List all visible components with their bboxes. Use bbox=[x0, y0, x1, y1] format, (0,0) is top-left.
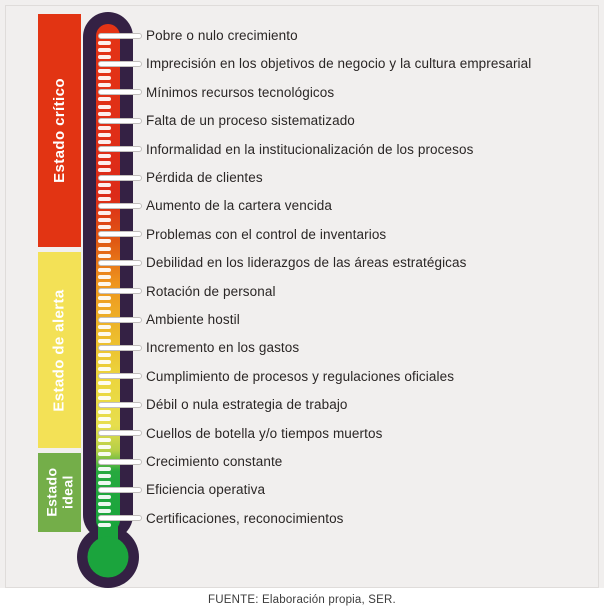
tick-short bbox=[98, 396, 111, 400]
tick-short bbox=[98, 481, 111, 485]
item-label: Debilidad en los liderazgos de las áreas estratégicas bbox=[146, 255, 467, 271]
connector-line bbox=[98, 317, 142, 323]
connector-line bbox=[98, 288, 142, 294]
tick-short bbox=[98, 381, 111, 385]
connector-line bbox=[98, 402, 142, 408]
tick-short bbox=[98, 438, 111, 442]
connector-line bbox=[98, 175, 142, 181]
item-label: Mínimos recursos tecnológicos bbox=[146, 84, 335, 100]
connector-line bbox=[98, 430, 142, 436]
tick-short bbox=[98, 303, 111, 307]
connector-line bbox=[98, 260, 142, 266]
connector-line bbox=[98, 515, 142, 521]
tick-short bbox=[98, 424, 111, 428]
tick-short bbox=[98, 360, 111, 364]
tick-short bbox=[98, 325, 111, 329]
item-label: Eficiencia operativa bbox=[146, 482, 266, 498]
connector-line bbox=[98, 33, 142, 39]
tick-short bbox=[98, 353, 111, 357]
tick-short bbox=[98, 183, 111, 187]
tick-short bbox=[98, 126, 111, 130]
tick-short bbox=[98, 133, 111, 137]
thermometer-bulb bbox=[88, 537, 129, 578]
tick-short bbox=[98, 76, 111, 80]
connector-line bbox=[98, 61, 142, 67]
item-label: Crecimiento constante bbox=[146, 454, 283, 469]
item-label: Ambiente hostil bbox=[146, 312, 240, 327]
tick-short bbox=[98, 310, 111, 314]
item-label: Incremento en los gastos bbox=[146, 340, 300, 356]
tick-short bbox=[98, 211, 111, 215]
tick-short bbox=[98, 154, 111, 158]
zone-estado-critico-label: Estado crítico bbox=[51, 78, 69, 183]
connector-line bbox=[98, 459, 142, 465]
tick-short bbox=[98, 161, 111, 165]
tick-short bbox=[98, 332, 111, 336]
item-label: Rotación de personal bbox=[146, 283, 276, 299]
tick-short bbox=[98, 495, 111, 499]
tick-short bbox=[98, 218, 111, 222]
tick-short bbox=[98, 112, 111, 116]
connector-line bbox=[98, 146, 142, 152]
zone-estado-alerta-label: Estado de alerta bbox=[51, 288, 68, 412]
item-label: Certificaciones, reconocimientos bbox=[146, 510, 344, 526]
tick-short bbox=[98, 48, 111, 52]
connector-line bbox=[98, 203, 142, 209]
tick-short bbox=[98, 55, 111, 59]
tick-short bbox=[98, 140, 111, 144]
connector-line bbox=[98, 231, 142, 237]
tick-short bbox=[98, 474, 111, 478]
item-label: Cuellos de botella y/o tiempos muertos bbox=[146, 425, 383, 441]
connector-line bbox=[98, 89, 142, 95]
tick-short bbox=[98, 367, 111, 371]
tick-short bbox=[98, 445, 111, 449]
connector-line bbox=[98, 487, 142, 493]
tick-short bbox=[98, 452, 111, 456]
item-label: Pobre o nulo crecimiento bbox=[146, 28, 298, 43]
tick-short bbox=[98, 509, 111, 513]
connector-line bbox=[98, 345, 142, 351]
tick-short bbox=[98, 190, 111, 194]
tick-short bbox=[98, 282, 111, 286]
item-label: Aumento de la cartera vencida bbox=[146, 198, 333, 214]
zone-estado-ideal-label: Estado ideal bbox=[43, 467, 76, 518]
tick-short bbox=[98, 168, 111, 172]
tick-short bbox=[98, 502, 111, 506]
tick-short bbox=[98, 105, 111, 109]
tick-short bbox=[98, 268, 111, 272]
item-label: Problemas con el control de inventarios bbox=[146, 226, 387, 242]
connector-line bbox=[98, 118, 142, 124]
item-label: Informalidad en la institucionalización de los procesos bbox=[146, 141, 474, 157]
tick-short bbox=[98, 97, 111, 101]
item-label: Imprecisión en los objetivos de negocio y la cultura empresarial bbox=[146, 56, 532, 72]
tick-short bbox=[98, 239, 111, 243]
tick-short bbox=[98, 275, 111, 279]
tick-short bbox=[98, 197, 111, 201]
source-caption: FUENTE: Elaboración propia, SER. bbox=[208, 594, 396, 606]
connector-line bbox=[98, 373, 142, 379]
tick-short bbox=[98, 247, 111, 251]
item-label: Cumplimiento de procesos y regulaciones oficiales bbox=[146, 368, 455, 384]
item-label: Pérdida de clientes bbox=[146, 170, 263, 185]
item-label: Falta de un proceso sistematizado bbox=[146, 113, 355, 129]
tick-short bbox=[98, 389, 111, 393]
tick-short bbox=[98, 467, 111, 471]
tick-short bbox=[98, 339, 111, 343]
tick-short bbox=[98, 254, 111, 258]
tick-short bbox=[98, 41, 111, 45]
item-label: Débil o nula estrategia de trabajo bbox=[146, 397, 348, 413]
tick-short bbox=[98, 225, 111, 229]
tick-short bbox=[98, 523, 111, 527]
tick-short bbox=[98, 83, 111, 87]
tick-short bbox=[98, 296, 111, 300]
tick-short bbox=[98, 410, 111, 414]
tick-short bbox=[98, 417, 111, 421]
caption-strip bbox=[0, 588, 604, 612]
tick-short bbox=[98, 69, 111, 73]
